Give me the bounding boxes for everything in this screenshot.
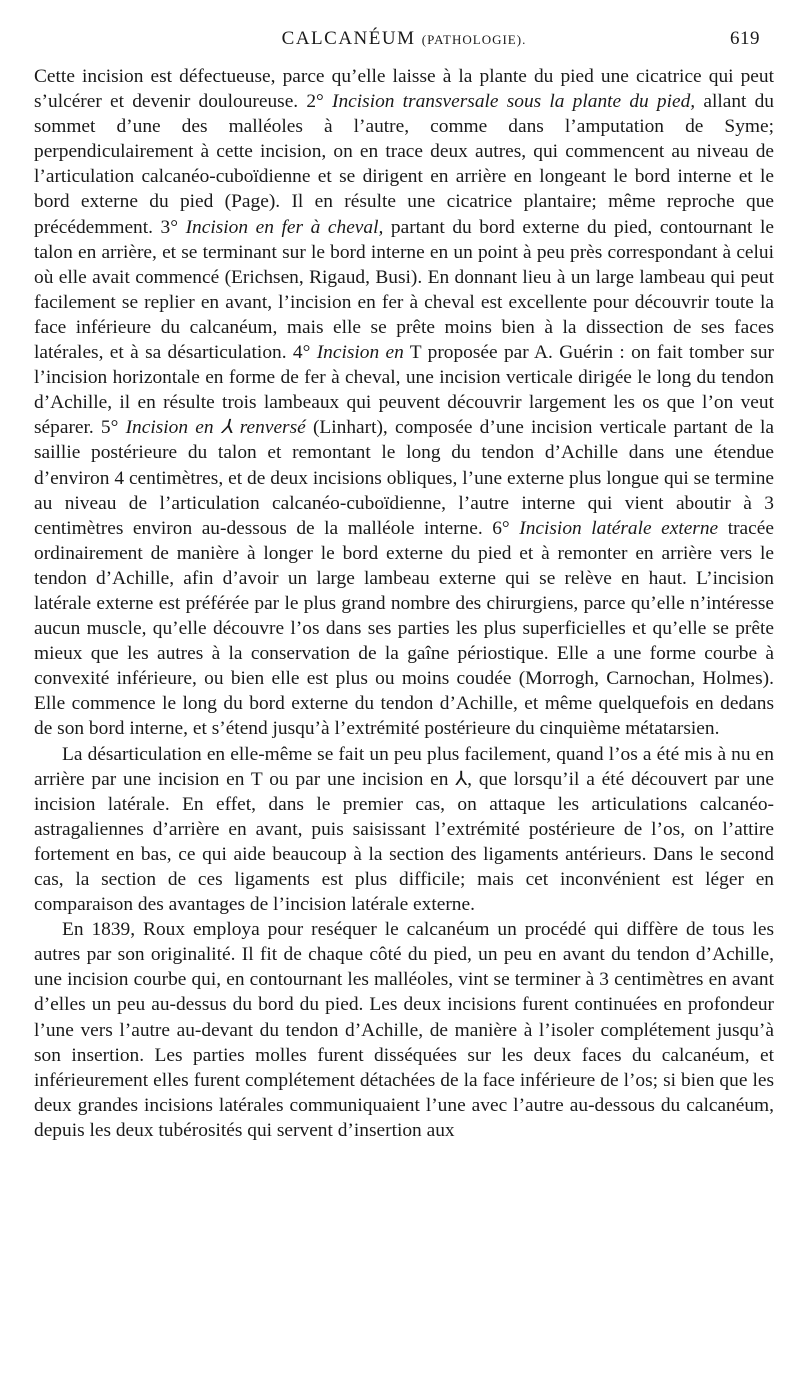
page-number: 619: [730, 28, 760, 49]
body-text: [34, 64, 774, 1143]
running-header: [34, 28, 774, 58]
header-title: CALCANÉUM: [281, 28, 416, 49]
text-run: tracée ordinairement de manière à longer le bord externe du pied et à remonter en arrière vers le tendon d’Achille, afin d’avoir un large lambeau externe qui se relève en haut. L’incision latérale externe est préférée par le plus grand nombre des chirurgiens, parce qu’elle n’intéresse aucun muscle, qu’elle découvre l’os dans ses parties les plus superficielles et qu’elle se prête mieux que les autres à la conservation de la gaîne périostique. Elle a une forme courbe à convexité inférieure, ou bien elle est plus ou moins coudée (Morrogh, Carnochan, Holmes). Elle commence le long du bord externe du tendon d’Achille, et même quelquefois en dedans de son bord interne, et s’étend jusqu’à l’extrémité postérieure du cinquième métatarsien.: [34, 517, 774, 740]
paragraph: [34, 742, 774, 918]
paragraph: [34, 64, 774, 742]
italic-text: Incision en ⅄ renversé: [125, 417, 306, 439]
text-run: T proposée par A. Guérin : on fait tomber sur l’incision horizontale en forme de fer à cheval, une incision verticale dirigée le long du tendon d’Achille, il en résulte trois lambeaux qui peuvent découvrir largement les os que l’on veut séparer. 5°: [34, 342, 774, 439]
text-run: partant du bord externe du pied, contournant le talon en arrière, et se terminant sur le bord interne en un point à peu près correspondant à celui où elle avait commencé (Erichsen, Rigaud, Busi). En donnant lieu à un large lambeau qui peut facilement se replier en avant, l’incision en fer à cheval est excellente pour découvrir toute la face inférieure du calcanéum, mais elle se prête moins bien à la dissection de ses faces latérales, et à sa désarticulation. 4°: [34, 216, 775, 364]
italic-text: Incision en: [316, 342, 404, 364]
text-run: Cette incision est défectueuse, parce qu’elle laisse à la plante du pied une cicatrice qui peut s’ulcérer et devenir douloureuse. 2°: [34, 66, 774, 113]
italic-text: Incision transversale sous la plante du pied,: [332, 91, 696, 113]
text-run: La désarticulation en elle-même se fait un peu plus facilement, quand l’os a été mis à nu en arrière par une incision en T ou par une incision en ⅄, que lorsqu’il a été découvert par une incision latérale. En effet, dans le premier cas, on attaque les articulations calcanéo-astragaliennes d’arrière en avant, puis saisissant l’extrémité postérieure de l’os, on l’attire fortement en bas, ce qui aide beaucoup à la section des ligaments antérieurs. Dans le second cas, la section de ces ligaments est plus difficile; mais cet inconvénient est léger en comparaison des avantages de l’incision latérale externe.: [34, 743, 774, 916]
text-run: allant du sommet d’une des malléoles à l’autre, comme dans l’amputation de Syme; perpendiculairement à cette incision, on en trace deux autres, qui commencent au niveau de l’articulation calcanéo-cuboïdienne et se dirigent en arrière en longeant le bord interne et le bord externe du pied (Page). Il en résulte une cicatrice plantaire; même reproche que précédemment. 3°: [34, 91, 774, 238]
paragraph: [34, 917, 774, 1143]
header-subtitle: (PATHOLOGIE).: [421, 32, 527, 47]
italic-text: Incision en fer à cheval,: [185, 216, 384, 238]
text-run: En 1839, Roux employa pour reséquer le calcanéum un procédé qui diffère de tous les autres par son originalité. Il fit de chaque côté du pied, un peu en avant du tendon d’Achille, une incision courbe qui, en contournant les malléoles, vint se terminer à 3 centimètres en avant d’elles un peu au-dessus du bord du pied. Les deux incisions furent continuées en profondeur l’une vers l’autre au-devant du tendon d’Achille, de manière à l’isoler complétement jusqu’à son insertion. Les parties molles furent disséquées sur les deux faces du calcanéum, et inférieurement elles furent complétement détachées de la face inférieure de l’os; si bien que les deux grandes incisions latérales communiquaient l’une avec l’autre au-dessous du calcanéum, depuis les deux tubérosités qui servent d’insertion aux: [34, 919, 774, 1141]
italic-text: Incision latérale externe: [519, 517, 719, 539]
text-run: (Linhart), composée d’une incision verticale partant de la saillie postérieure du talon et remontant le long du tendon d’Achille dans une étendue d’environ 4 centimètres, et de deux incisions obliques, l’une externe plus longue qui se termine au niveau de l’articulation calcanéo-cuboïdienne, l’autre interne qui vient aboutir à 3 centimètres environ au-dessous de la malléole interne. 6°: [34, 417, 774, 539]
